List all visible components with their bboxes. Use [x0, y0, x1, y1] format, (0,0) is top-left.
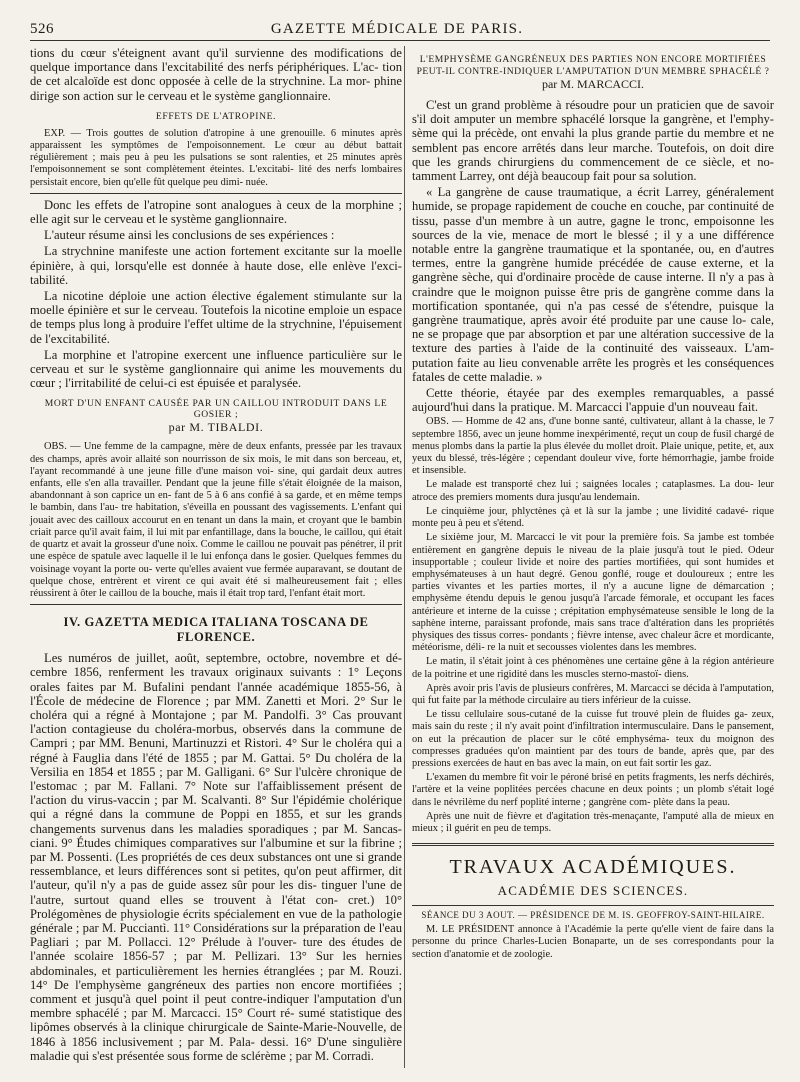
article-author: par M. MARCACCI. [541, 77, 644, 91]
page-number: 526 [30, 21, 54, 37]
paragraph: Donc les effets de l'atropine sont analogues à ceux de la morphine ; elle agit sur le cerveau et le système ganglionnaire. [30, 197, 402, 227]
paragraph: « La gangrène de cause traumatique, a écrit Larrey, généralement humide, se propage rapidement de couche en couche, par continuité de tissu, passe d'un membre à un autre, gagne le tronc, empoisonne les sources de la vie, menace de mort le blessé ; il y a une différence notable entre la gangrène traumatique et la spontanée, ou, en d'autres termes, entre la gangrène humide précédée de cause externe, et la gangrène sèche, qui d'ordinaire procède de cause interne. Il n'y a pas à craindre que le moignon puisse être pris de gangrène comme dans la mortification spontanée, qui n'a pas cessé de s'étendre, puisque la gangrène traumatique, après avoir été produite par une cause lo- cale, ne se propage que par absorption et par une altération successive de la texture des parties à l'aide de la continuité des vaisseaux. L'am- putation faite au lieu convenable arrête les progrès et les conséquences fatales de cette maladie. » [412, 185, 774, 384]
seance-line: SÉANCE DU 3 AOUT. — PRÉSIDENCE DE M. IS. GEOFFROY-SAINT-HILAIRE. [421, 910, 765, 921]
section-heading-travaux: TRAVAUX ACADÉMIQUES. [449, 856, 737, 879]
page-header [30, 14, 770, 38]
paragraph: Cette théorie, étayée par des exemples remarquables, a passé aujourd'hui dans la pratique. M. Marcacci l'appuie d'un nouveau fait. [412, 386, 774, 415]
paragraph: tions du cœur s'éteignent avant qu'il survienne des modifications de quelque importance dans l'excitabilité des nerfs périphériques. L'ac- tion de cet alcaloïde est donc opposée à celle de la strychnine. La mor- phine dirige son action sur le cerveau et le système ganglionnaire. [30, 46, 402, 103]
observation-text: Après une nuit de fièvre et d'agitation très-menaçante, l'amputé alla de mieux en mieux ; il guérit en peu de temps. [412, 810, 774, 834]
divider [30, 604, 402, 605]
observation-text: OBS. — Une femme de la campagne, mère de deux enfants, pressée par les travaux des champs, après avoir allaité son nourrisson de six mois, le mit dans son berceau, et, l'ayant recommandé à une jeune fille d'une maison voi- sine, qui gardait deux autres enfants, elle s'en alla travailler. Pendant que la jeune fille s'était éloignée de la maison, abandonnant à son caprice un en- fant de 5 à 6 ans confié à sa garde, et en même temps le bambin, dans l'au- tre habitation, s'éveilla en poussant des vagissements. L'enfant qui jouait avec des cailloux accourut en en tenant un dans la main, et croyant que le bambin criait parce qu'il avait faim, il lui mit par enfantillage, dans la bouche, le caillou, qui était de quartz et avait la grosseur d'une noix. Comme le caillou ne pouvait pas pénétrer, il prit une espèce de spatule avec laquelle il le lui enfonça dans le gosier. Quelques femmes du voisinage voyant la porte ou- verte qu'elles avaient vue fermée auparavant, se doutant de quelque chose, entrèrent et virent ce qui avait été si malheureusement fait ; elles réussirent à ôter le caillou de la bouche, mais il était trop tard, l'enfant était mort. [30, 441, 402, 599]
divider [412, 905, 774, 906]
section-title-atropine: EFFETS DE L'ATROPINE. [155, 110, 277, 122]
article-title [412, 54, 774, 92]
section-divider [412, 843, 774, 846]
divider [30, 193, 402, 194]
experiment-text: EXP. — Trois gouttes de solution d'atropine à une grenouille. 6 minutes après apparaissent les symptômes de l'empoisonnement. Le cœur au début battait régulièrement ; mais peu à peu les pulsations se sont ralenties, et 25 minutes après l'empoisonnement se sont complètement éteintes. L'excitabi- lité des nerfs lombaires persistait encore, bien qu'elle fût quelque peu dimi- nuée. [30, 127, 402, 188]
right-column [412, 46, 774, 963]
journal-section-title: IV. GAZETTA MEDICA ITALIANA TOSCANA DE FLORENCE. [63, 615, 369, 645]
observation-text: OBS. — Homme de 42 ans, d'une bonne santé, cultivateur, allant à la chasse, le 7 septembre 1856, avec un jeune homme inexpérimenté, reçut un coup de fusil chargé de menus plombs dans la partie la plus élevée du mollet droit. Plaie unique, petite, et, aux yeux du blessé, très-légère ; cependant douleur vive, forte hémorrhagie, jambe froide et insensible. [412, 416, 774, 477]
observation-text: L'examen du membre fit voir le péroné brisé en petits fragments, les nerfs déchirés, l'artère et la veine poplitées percées chacune en deux points ; un plomb s'était logé dans le névrilème du nerf poplité interne ; gangrène com- plète dans la peau. [412, 772, 774, 808]
paragraph: Les numéros de juillet, août, septembre, octobre, novembre et dé- cembre 1856, renferment les travaux originaux suivants : 1° Leçons orales faites par M. Bufalini pendant l'année académique 1855-56, à l'École de médecine de Florence ; par MM. Zanetti et Mori. 2° Sur le choléra qui a régné à Montajone ; par M. Pandolfi. 3° Cas prouvant l'action contagieuse du choléra-morbus, observés dans la commune de Campri ; par MM. Benuni, Martinuzzi et Ristori. 4° Sur le choléra qui a régné à Fauglia dans l'été de 1855 ; par M. Gattai. 5° Du choléra de la Versilia en 1854 et 1855 ; par M. Galligani. 6° Sur l'ulcère chronique de l'estomac ; par M. Fallani. 7° Note sur l'affaiblissement présent de l'action du virus-vaccin ; par M. Scalvanti. 8° Sur l'épidémie cholérique qui a régné dans la commune de Poppi en 1855, et sur les grands changements survenus dans les maladies sporadiques ; par M. Sancas- ciani. 9° Études chimiques comparatives sur l'albumine et sur la fibrine ; par M. Possenti. (Les propriétés de ces deux substances ont une si grande ressemblance, et leurs différences sont si petites, qu'on peut affirmer, dit l'auteur, qu'il n'y a pas de guide assez sûr pour les dis- tinguer l'une de l'autre, surtout quand elles se trouvent à l'état con- cret.) 10° Prolégomènes de physiologie écrits spécialement en vue de la pathologie générale ; par M. Pucciantì. 11° Considérations sur la préparation de l'eau Pagliari ; par M. Pollacci. 12° Prélude à l'ouver- ture des études de l'année scolaire 1856-57 ; par M. Pellizari. 13° Sur les hernies abdominales, et particulièrement les hernies étranglées ; par M. Rouzi. 14° De l'emphysème gangréneux des parties non encore mortifiées ; comment et jusqu'à quel point il peut contre-indiquer l'amputation d'un membre sphacélé ; par M. Marcacci. 15° Court ré- sumé statistique des lipômes observés à la clinique chirurgicale de Sainte-Marie-Nouvelle, de 1846 à 1856 inclusivement ; par M. Pala- dessi. 16° D'une singulière maladie qui s'est présentée sous forme de sclérème ; par M. Corradi. [30, 651, 402, 1063]
observation-text: Le cinquième jour, phlyctènes çà et là sur la jambe ; une lividité cadavé- rique monte peu à peu et s'étend. [412, 505, 774, 530]
paragraph: C'est un grand problème à résoudre pour un praticien que de savoir s'il doit amputer un membre sphacélé lorsque la gangrène, et l'emphy- sème qui la précède, ont envahi la plus grande partie du membre et ne semblent pas encore arrêtés dans leur marche. Toutefois, on doit dire que les grands chirurgiens du commencement de ce siècle, et no- tamment Larrey, ont déjà beaucoup fait pour sa solution. [412, 98, 774, 184]
header-rule [30, 40, 770, 41]
section-heading-academie: ACADÉMIE DES SCIENCES. [497, 883, 689, 899]
observation-text: Après avoir pris l'avis de plusieurs confrères, M. Marcacci se décida à l'amputation, qui fut faite par la méthode circulaire au tiers inférieur de la cuisse. [412, 682, 774, 706]
journal-title: GAZETTE MÉDICALE DE PARIS. [270, 21, 524, 37]
paragraph: La morphine et l'atropine exercent une influence particulière sur le cerveau et sur le système ganglionnaire qui anime les mouvements du cœur ; l'irritabilité de celui-ci est épuisée et paralysée. [30, 347, 402, 391]
paragraph: L'auteur résume ainsi les conclusions de ses expériences : [44, 228, 335, 243]
section-author: par M. TIBALDI. [168, 420, 264, 435]
paragraph: La nicotine déploie une action élective également stimulante sur la moelle épinière et sur le cerveau. Toutefois la nicotine emploie un espace de temps plus long à produire l'effet ultime de la strychnine, l'épuisement de l'excitabilité. [30, 289, 402, 346]
article-title-text: L'EMPHYSÈME GANGRÉNEUX DES PARTIES NON ENCORE MORTIFIÉES PEUT-IL CONTRE-INDIQUER L'AMPUTATION D'UN MEMBRE SPHACÉLÉ ? [416, 54, 770, 77]
observation-text: Le sixième jour, M. Marcacci le vit pour la première fois. Sa jambe est tombée entièrement en gangrène depuis le niveau de la plaie jusqu'à tout le pied. Odeur insupportable ; couleur livide et noire des parties mortifiées, qui sont humides et emphysémateuses à un haut degré. Genou gonflé, rouge et douloureux ; entre les parties vivantes et les parties mortes, il n'y a aucune ligne de démarcation ; emphysème étendu depuis le genou jusqu'à l'arcade fémorale, et occupant les faces antérieure et interne de la cuisse ; crépitation emphysémateuse sensible le long de la saphène interne, paraissant profonde, mais sans trace d'altération dans les propriétés physiques des tissus corres- pondants ; fièvre intense, avec chaleur âcre et mordicante, météorisme, déli- re la nuit et secousses violentes dans les membres. [412, 532, 774, 654]
observation-text: Le malade est transporté chez lui ; saignées locales ; cataplasmes. La dou- leur atroce des premiers moments dura jusqu'au lendemain. [412, 479, 774, 503]
section-title-tibaldi [30, 398, 402, 435]
observation-text: Le matin, il s'était joint à ces phénomènes une certaine gêne à la région antérieure de la poitrine et une rigidité dans les muscles sterno-mastoï- diens. [412, 656, 774, 680]
paragraph: La strychnine manifeste une action fortement excitante sur la moelle épinière, à qui, lorsqu'elle est donnée à haute dose, elle enlève l'exci- tabilité. [30, 244, 402, 287]
column-divider [404, 46, 405, 1068]
section-title-text: MORT D'UN ENFANT CAUSÉE PAR UN CAILLOU INTRODUIT DANS LE GOSIER ; [44, 398, 388, 421]
paragraph: M. LE PRÉSIDENT annonce à l'Académie la perte qu'elle vient de faire dans la personne du prince Charles-Lucien Bonaparte, un de ses correspondants pour la section d'anatomie et de zoologie. [412, 924, 774, 960]
observation-text: Le tissu cellulaire sous-cutané de la cuisse fut trouvé plein de fluides ga- zeux, mais sain du reste ; il n'y avait point d'infiltration intermusculaire. Dans le pansement, on eut la précaution de placer sur le côté emphyséma- teux du moignon des compresses graduées qu'on maintient par des tours de bande, après que, par des pressions exercées de haut en bas avec la main, on eut fait sortir les gaz. [412, 709, 774, 769]
left-column [30, 46, 402, 1065]
